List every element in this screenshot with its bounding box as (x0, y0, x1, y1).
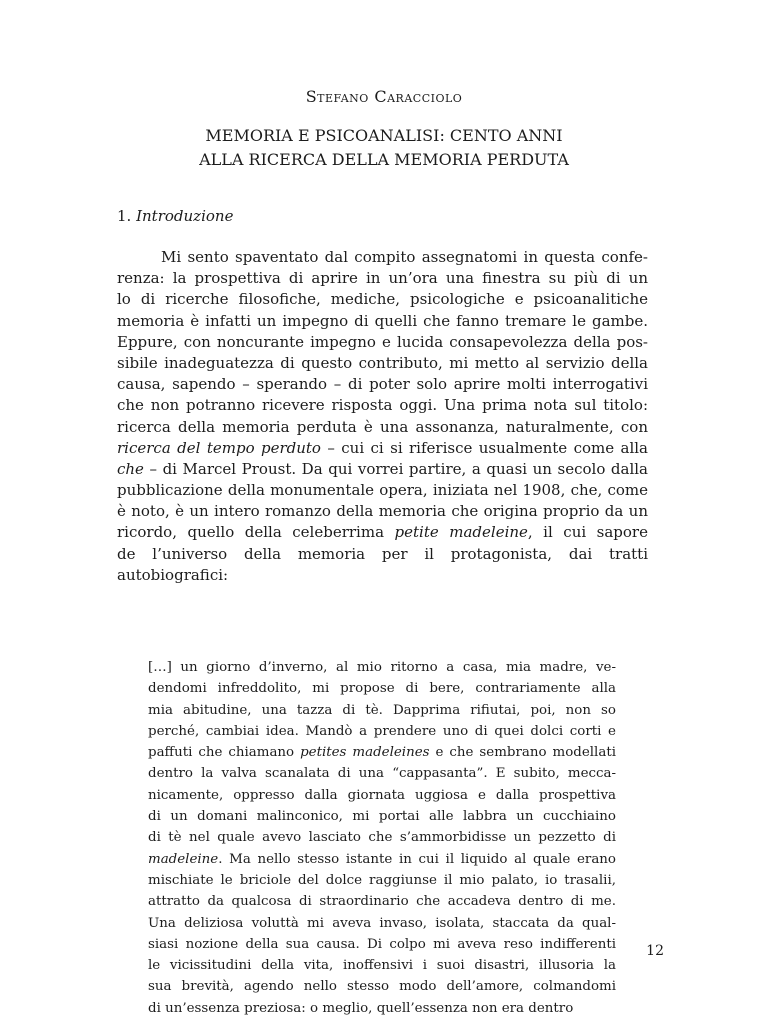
italic-text: petites madeleines (300, 745, 430, 761)
text-line (117, 395, 648, 416)
text-run: e che sembrano modellati (429, 745, 616, 761)
text-run: memoria è infatti un impegno di quelli che fanno tremare le gambe. (117, 311, 648, 330)
text-run: Una deliziosa voluttà mi aveva invaso, isolata, staccata da qual- (148, 915, 616, 931)
text-line (117, 268, 648, 289)
section-number: 1. (117, 207, 132, 225)
text-line (117, 480, 648, 501)
text-line (117, 544, 648, 565)
text-line (148, 763, 616, 784)
text-run: paffuti che chiamano (148, 745, 301, 761)
title-line: MEMORIA E PSICOANALISI: CENTO ANNI (205, 126, 563, 145)
text-line (148, 849, 616, 870)
text-run: dentro la valva scanalata di una “cappasanta”. E subito, mecca- (148, 766, 616, 782)
text-run: di un’essenza preziosa: o meglio, quell’essenza non era dentro (148, 1000, 574, 1016)
text-line (148, 998, 616, 1019)
text-run: mischiate le briciole del dolce raggiunse il mio palato, io trasalii, (148, 872, 616, 888)
text-run: che non potranno ricevere risposta oggi. Una prima nota sul titolo: (117, 396, 648, 415)
text-run: autobiografici: (117, 565, 229, 584)
article-title (0, 124, 768, 172)
text-line (117, 353, 648, 374)
italic-text: madeleine (148, 851, 219, 867)
section-heading (117, 207, 233, 225)
text-line (117, 522, 648, 543)
text-line (148, 806, 616, 827)
text-run: sua brevità, agendo nello stesso modo dell’amore, colmandomi (148, 979, 616, 995)
text-line (117, 374, 648, 395)
text-run: nicamente, oppresso dalla giornata uggiosa e dalla prospettiva (148, 787, 616, 803)
text-line (148, 827, 616, 848)
text-line (117, 247, 648, 268)
text-line (148, 700, 616, 721)
text-run: di un domani malinconico, mi portai alle labbra un cucchiaino (148, 809, 616, 825)
italic-text: ricerca del tempo perduto (117, 438, 321, 457)
italic-text: petite madeleine (394, 523, 528, 542)
text-line (148, 785, 616, 806)
text-run: pubblicazione della monumentale opera, iniziata nel 1908, che, come (117, 481, 648, 500)
text-line (148, 955, 616, 976)
text-run: causa, sapendo – sperando – di poter solo aprire molti interrogativi (117, 375, 648, 394)
text-run: , il cui sapore (527, 523, 648, 542)
text-run: de l’universo della memoria per il protagonista, dai tratti (117, 544, 648, 563)
text-line (148, 678, 616, 699)
text-line (117, 289, 648, 310)
title-line: ALLA RICERCA DELLA MEMORIA PERDUTA (199, 150, 569, 169)
text-run: lo di ricerche filosofiche, mediche, psicologiche e psicoanalitiche (117, 290, 648, 309)
text-line (148, 657, 616, 678)
text-line (148, 934, 616, 955)
text-run: . Ma nello stesso istante in cui il liquido al quale erano (218, 851, 616, 867)
text-run: perché, cambiai idea. Mandò a prendere uno di quei dolci corti e (148, 723, 616, 739)
text-run: ricordo, quello della celeberrima (117, 523, 395, 542)
body-paragraph (117, 247, 648, 586)
text-run: Mi sento spaventato dal compito assegnatomi in questa confe- (161, 248, 648, 266)
text-run: mia abitudine, una tazza di tè. Dapprima rifiutai, poi, non so (148, 702, 616, 718)
text-run: attratto da qualcosa di straordinario che accadeva dentro di me. (148, 894, 616, 910)
text-run: Eppure, con noncurante impegno e lucida consapevolezza della pos- (117, 332, 648, 351)
block-quote (148, 657, 616, 1019)
text-line (148, 976, 616, 997)
text-line (148, 913, 616, 934)
text-run: siasi nozione della sua causa. Di colpo mi aveva reso indifferenti (148, 936, 616, 952)
text-line (148, 870, 616, 891)
text-run: di tè nel quale avevo lasciato che s’ammorbidisse un pezzetto di (148, 830, 616, 846)
text-line (117, 501, 648, 522)
text-run: – di Marcel Proust. Da qui vorrei partire, a quasi un secolo dalla (143, 459, 648, 478)
text-line (148, 721, 616, 742)
section-title: Introduzione (136, 207, 234, 225)
text-run: renza: la prospettiva di aprire in un’ora una finestra su più di un (117, 269, 648, 288)
text-line (117, 311, 648, 332)
text-line (117, 417, 648, 438)
text-line (117, 565, 648, 586)
text-run: – cui ci si riferisce usualmente come alla (320, 438, 648, 457)
text-line (148, 742, 616, 763)
text-run: ricerca della memoria perduta è una assonanza, naturalmente, con (117, 417, 648, 436)
text-line (117, 459, 648, 480)
page-number: 12 (646, 943, 664, 959)
text-run: dendomi infreddolito, mi propose di bere, contrariamente alla (148, 681, 616, 697)
author-name: Stefano Caracciolo (305, 87, 463, 106)
text-run: è noto, è un intero romanzo della memoria che origina proprio da un (117, 502, 648, 521)
text-line (117, 332, 648, 353)
text-line (117, 438, 648, 459)
text-run: […] un giorno d’inverno, al mio ritorno a casa, mia madre, ve- (148, 660, 616, 675)
text-line (148, 891, 616, 912)
italic-text: che (117, 459, 144, 478)
text-run: le vicissitudini della vita, inoffensivi i suoi disastri, illusoria la (148, 958, 616, 974)
text-run: sibile inadeguatezza di questo contributo, mi metto al servizio della (117, 353, 648, 372)
